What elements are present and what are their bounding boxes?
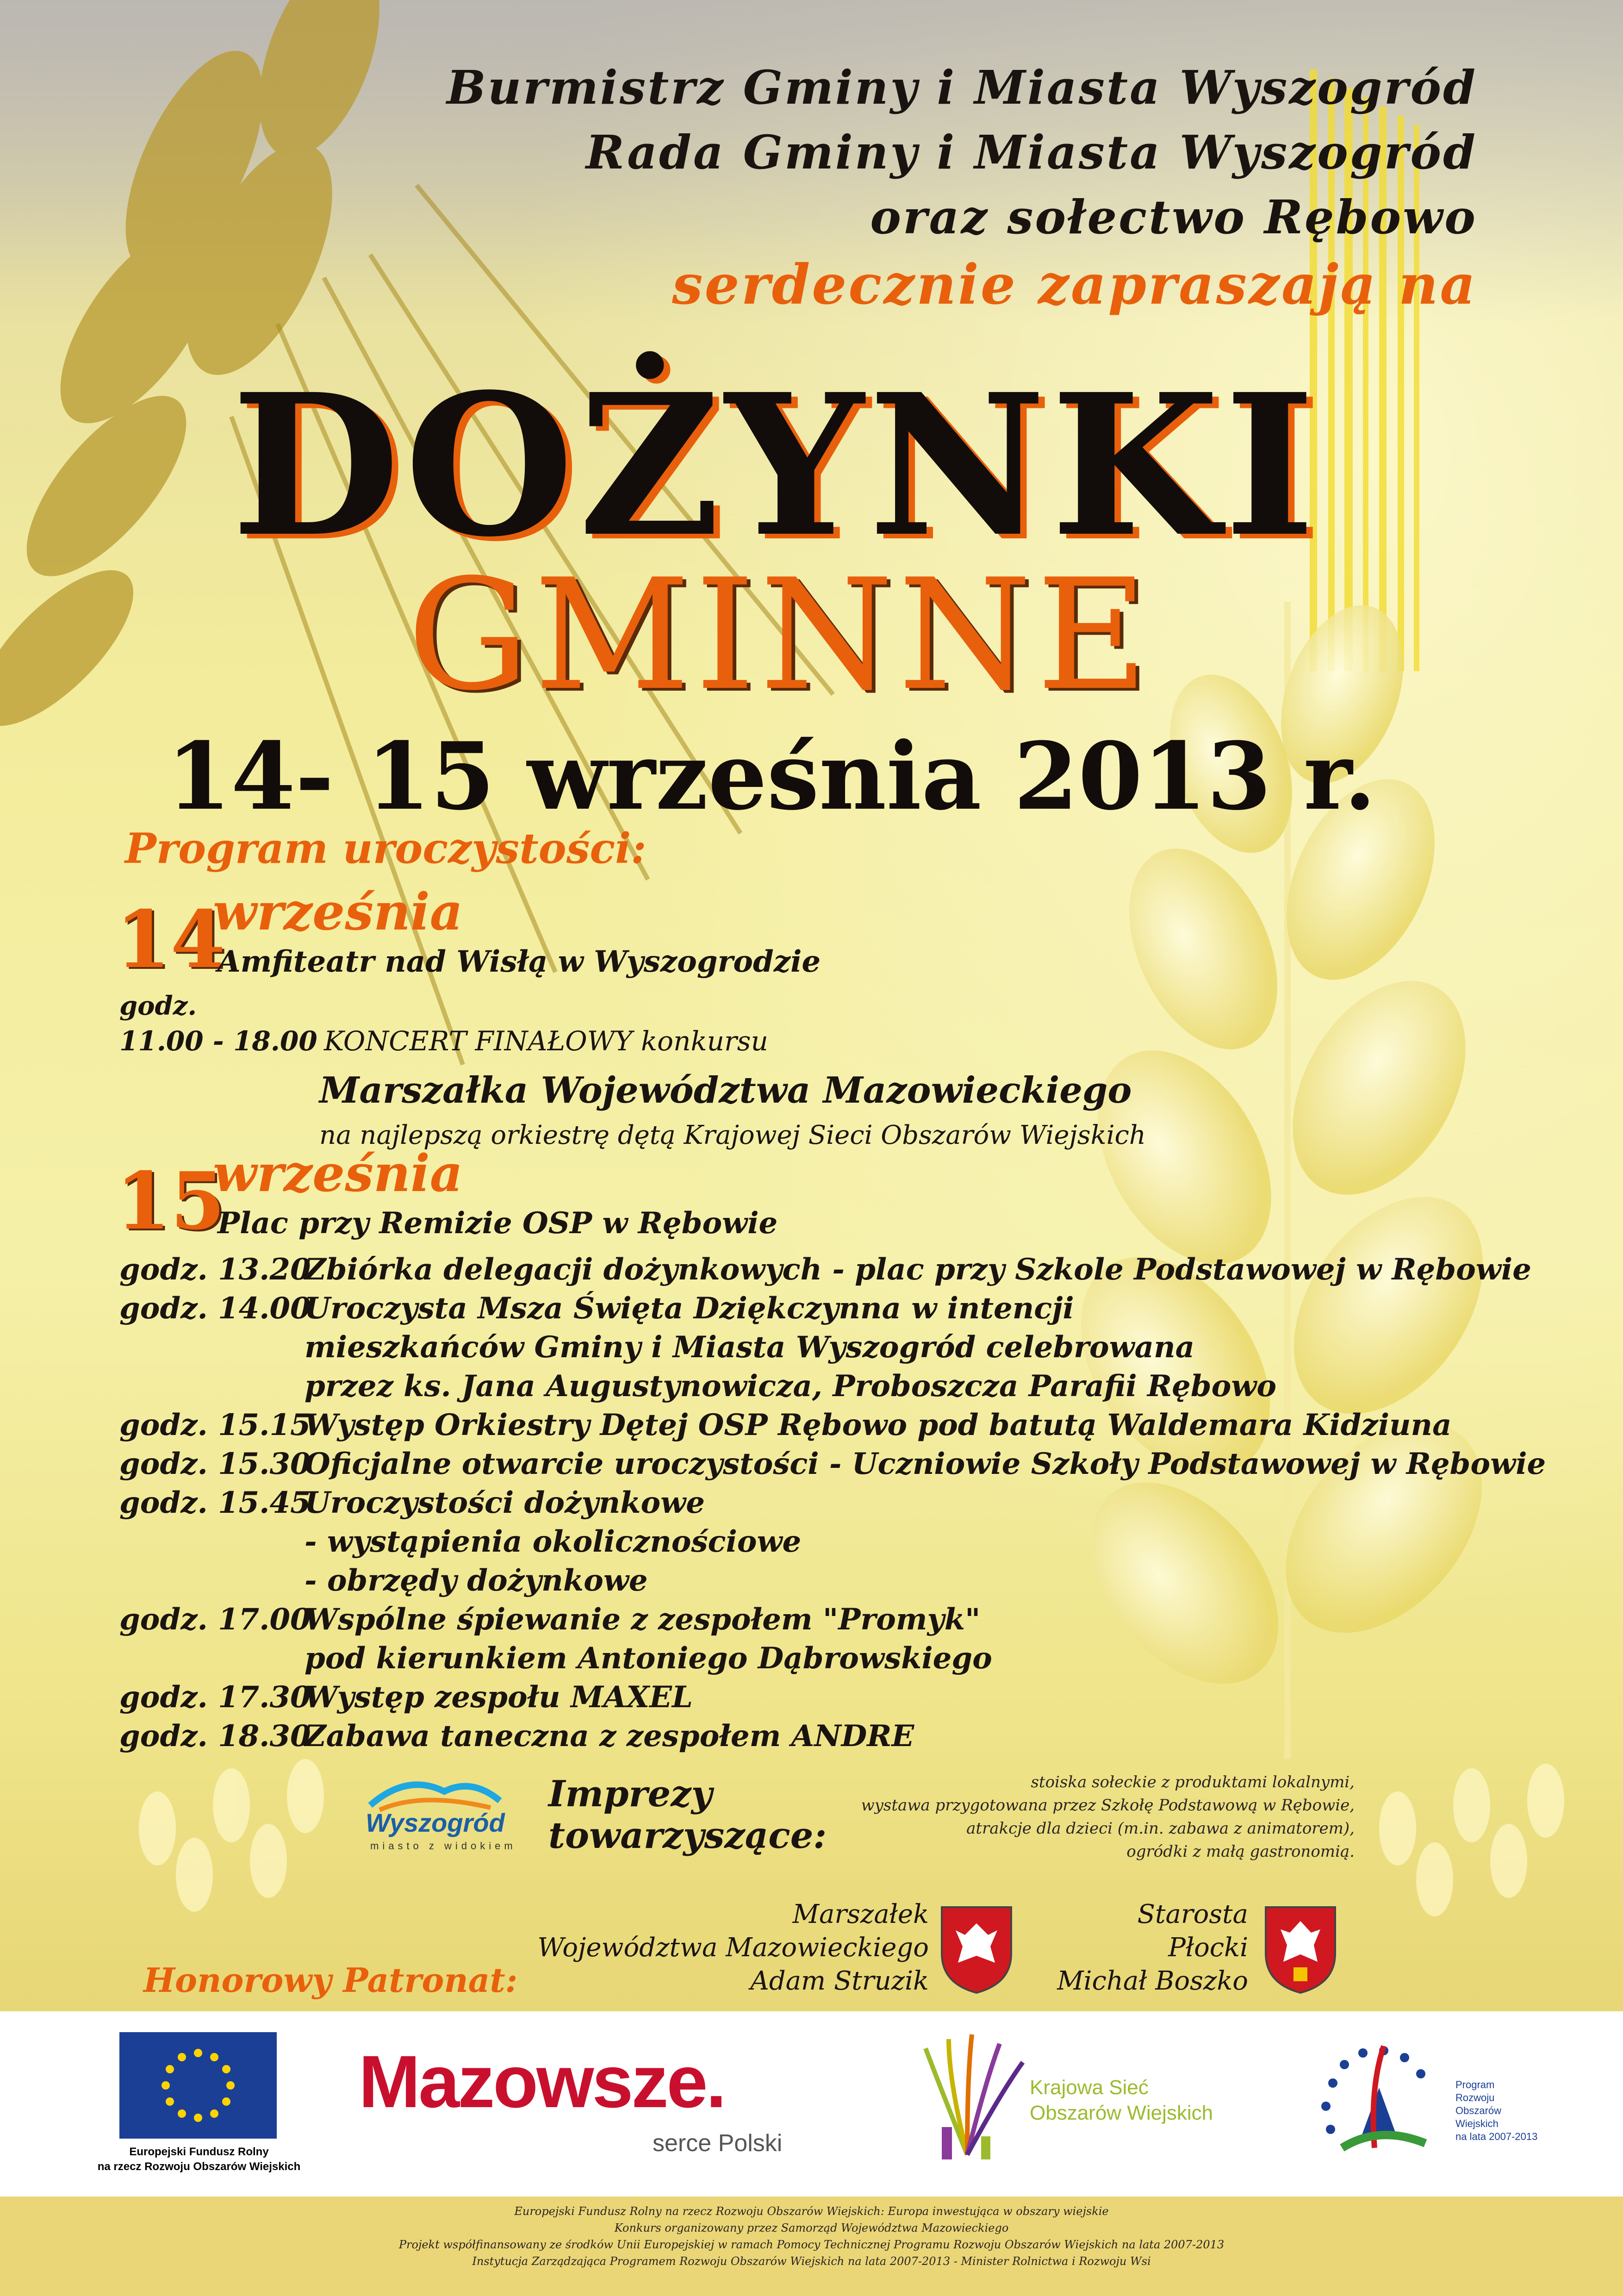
schedule-text: Występ zespołu MAXEL <box>305 1679 693 1715</box>
side-event-item: atrakcje dla dzieci (m.in. zabawa z animatorem), <box>966 1819 1355 1838</box>
program-heading: Program uroczystości: <box>125 824 647 873</box>
footnote-line: Konkurs organizowany przez Samorząd Województwa Mazowieckiego <box>614 2221 1009 2234</box>
patron-marshal <box>538 1898 929 1998</box>
wyszogrod-logo <box>352 1764 514 1856</box>
prow-line: Obszarów <box>1455 2105 1502 2116</box>
wheat-bundle-right <box>1379 1764 1564 1916</box>
title-gminne: GMINNE <box>407 546 1153 724</box>
schedule-text: Występ Orkiestry Dętej OSP Rębowo pod batutą Waldemara Kidziuna <box>305 1407 1452 1442</box>
eu-fund-line1: Europejski Fundusz Rolny <box>129 2146 269 2158</box>
schedule-text: Wspólne śpiewanie z zespołem "Promyk" <box>305 1602 981 1637</box>
patron-starosta-office: Płocki <box>1168 1933 1248 1963</box>
day1-month: września <box>213 882 463 942</box>
schedule-text: Oficjalne otwarcie uroczystości - Uczniowie Szkoły Podstawowej w Rębowie <box>305 1446 1546 1481</box>
schedule-time: godz. 14.00 <box>119 1291 311 1326</box>
schedule-row <box>119 1250 1546 1289</box>
wyszogrod-logo-tagline: miasto z widokiem <box>370 1840 516 1852</box>
schedule-text: Zbiórka delegacji dożynkowych - plac przy Szkole Podstawowej w Rębowie <box>305 1252 1531 1287</box>
prow-line: Rozwoju <box>1455 2092 1495 2103</box>
eu-flag-icon <box>119 2032 277 2139</box>
footnote-line: Projekt współfinansowany ze środków Unii Europejskiej w ramach Pomocy Technicznej Programu Rozwoju Obszarów Wiejskich na lata 2007-2013 <box>398 2238 1225 2251</box>
patronage-label: Honorowy Patronat: <box>143 1960 518 2000</box>
prow-line: Program <box>1455 2079 1495 2090</box>
event-dates: 14- 15 września 2013 r. <box>167 722 1376 831</box>
day2-month: września <box>213 1143 463 1203</box>
schedule-row <box>119 1483 1546 1522</box>
day2-schedule <box>119 1250 1546 1755</box>
mazowsze-logo-tagline: serce Polski <box>653 2130 783 2157</box>
ksow-logo-line1: Krajowa Sieć <box>1030 2076 1149 2099</box>
schedule-time: godz. 17.00 <box>119 1602 311 1637</box>
schedule-text: pod kierunkiem Antoniego Dąbrowskiego <box>305 1641 992 1676</box>
schedule-text: Uroczystości dożynkowe <box>305 1485 705 1520</box>
side-event-item: ogródki z małą gastronomią. <box>1126 1842 1355 1861</box>
schedule-time: godz. 17.30 <box>119 1679 311 1715</box>
side-events-label1: Imprezy <box>548 1773 712 1815</box>
side-events-label2: towarzyszące: <box>548 1815 827 1857</box>
patron-marshal-name: Adam Struzik <box>750 1966 929 1996</box>
schedule-time: godz. 13.20 <box>119 1252 311 1287</box>
organizer-burmistrz: Burmistrz Gminy i Miasta Wyszogród <box>447 60 1477 115</box>
day1-godz: godz. <box>119 991 197 1021</box>
schedule-row <box>119 1561 1546 1600</box>
side-event-item: stoiska sołeckie z produktami lokalnymi, <box>1031 1773 1355 1791</box>
organizer-solectwo: oraz sołectwo Rębowo <box>870 190 1477 244</box>
schedule-row <box>119 1444 1546 1483</box>
footnote-line: Europejski Fundusz Rolny na rzecz Rozwoju Obszarów Wiejskich: Europa inwestująca w obszary wiejskie <box>514 2205 1109 2218</box>
day1-marshal: Marszałka Województwa Mazowieckiego <box>319 1069 1132 1111</box>
patron-marshal-office: Województwa Mazowieckiego <box>537 1933 929 1963</box>
schedule-row <box>119 1678 1546 1716</box>
schedule-time: godz. 15.30 <box>119 1446 311 1481</box>
footnotes-strip <box>0 2196 1623 2296</box>
day2-number: 15 <box>116 1155 225 1248</box>
schedule-text: Uroczysta Msza Święta Dziękczynna w intencji <box>305 1291 1074 1326</box>
prow-logo-icon <box>1305 2032 1444 2171</box>
footnote-line: Instytucja Zarządzająca Programem Rozwoju Obszarów Wiejskich na lata 2007-2013 - Minister Rolnictwa i Rozwoju Wsi <box>472 2255 1151 2268</box>
day1-number: 14 <box>116 893 225 986</box>
schedule-text: - wystąpienia okolicznościowe <box>305 1524 802 1559</box>
schedule-row <box>119 1366 1546 1405</box>
prow-logo-text <box>1455 2078 1537 2143</box>
eu-fund-line2: na rzecz Rozwoju Obszarów Wiejskich <box>97 2160 301 2173</box>
schedule-row <box>119 1328 1546 1366</box>
patron-marshal-title: Marszałek <box>792 1899 929 1929</box>
day1-event: KONCERT FINAŁOWY konkursu <box>324 1025 768 1057</box>
schedule-row <box>119 1522 1546 1561</box>
schedule-text: Zabawa taneczna z zespołem ANDRE <box>305 1718 914 1753</box>
day1-venue: Amfiteatr nad Wisłą w Wyszogrodzie <box>218 944 821 979</box>
patron-starosta-name: Michał Boszko <box>1057 1966 1248 1996</box>
schedule-text: - obrzędy dożynkowe <box>305 1563 648 1598</box>
prow-line: na lata 2007-2013 <box>1455 2131 1538 2142</box>
patron-starosta <box>1057 1898 1248 1998</box>
schedule-row <box>119 1405 1546 1444</box>
schedule-text: przez ks. Jana Augustynowicza, Proboszcza Parafii Rębowo <box>305 1368 1277 1404</box>
day2-venue: Plac przy Remizie OSP w Rębowie <box>218 1206 778 1241</box>
plock-county-coat-of-arms-icon <box>1261 1903 1340 1995</box>
invite-line: serdecznie zapraszają na <box>672 252 1477 317</box>
title-dozynki: DOŻYNKI <box>231 352 1320 580</box>
schedule-row <box>119 1289 1546 1328</box>
ksow-logo-line2: Obszarów Wiejskich <box>1030 2102 1213 2124</box>
prow-line: Wiejskich <box>1455 2118 1499 2129</box>
mazowsze-logo-text: Mazowsze. <box>359 2040 725 2123</box>
wheat-bundle-left <box>139 1759 324 1912</box>
schedule-time: godz. 15.45 <box>119 1485 311 1520</box>
schedule-text: mieszkańców Gminy i Miasta Wyszogród celebrowana <box>305 1329 1195 1365</box>
day1-description: na najlepszą orkiestrę dętą Krajowej Sieci Obszarów Wiejskich <box>319 1120 1146 1150</box>
side-event-item: wystawa przygotowana przez Szkołę Podstawową w Rębowie, <box>861 1796 1355 1815</box>
ksow-logo-icon <box>898 2030 1037 2164</box>
schedule-time: godz. 15.15 <box>119 1407 311 1442</box>
wyszogrod-logo-name: Wyszogród <box>366 1808 505 1837</box>
organizer-rada: Rada Gminy i Miasta Wyszogród <box>585 125 1477 180</box>
day1-time: 11.00 - 18.00 <box>119 1025 317 1057</box>
schedule-row <box>119 1600 1546 1639</box>
wyszogrod-logo-icon <box>352 1764 514 1815</box>
sponsor-logos-bar <box>0 2011 1623 2196</box>
mazowieckie-coat-of-arms-icon <box>937 1903 1016 1995</box>
schedule-time: godz. 18.30 <box>119 1718 311 1753</box>
schedule-row <box>119 1639 1546 1678</box>
patron-starosta-title: Starosta <box>1137 1899 1248 1929</box>
schedule-row <box>119 1716 1546 1755</box>
